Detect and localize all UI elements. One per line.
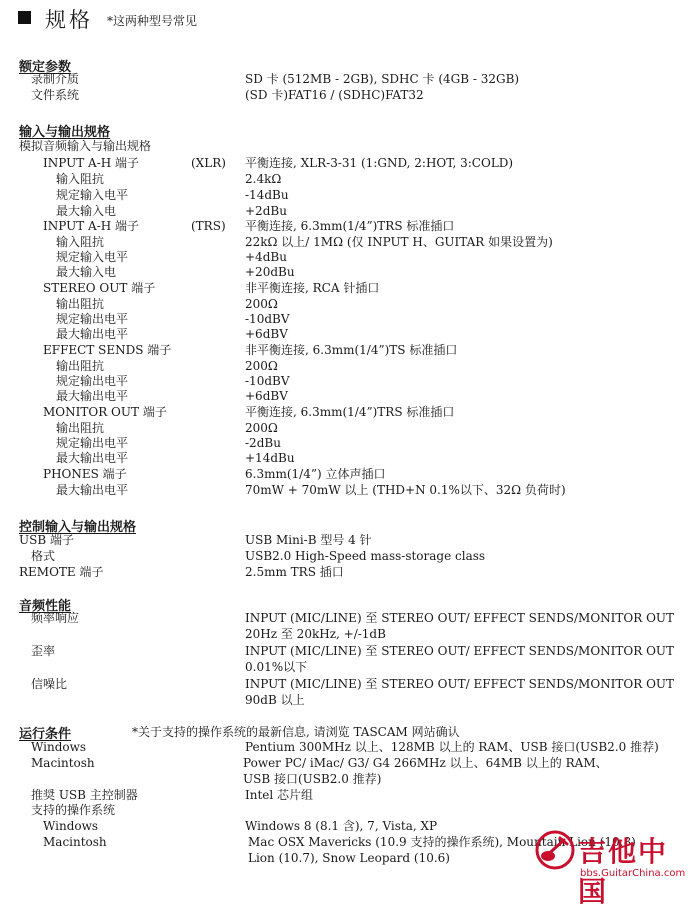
spec-label: 规定输入电平: [56, 250, 129, 264]
section-heading-audio: 音频性能: [19, 599, 72, 614]
spec-row: [0, 326, 690, 342]
spec-value: USB2.0 High-Speed mass-storage class: [245, 549, 486, 563]
spec-value: 200Ω: [245, 297, 278, 311]
spec-value: +20dBu: [245, 265, 295, 279]
spec-value: 平衡连接, 6.3mm(1/4”)TRS 标准插口: [245, 405, 455, 419]
spec-label: 最大输出电平: [56, 483, 129, 497]
subheading-analog-io: [0, 138, 690, 154]
spec-row: [0, 373, 690, 389]
section-heading-media: 额定参数: [19, 60, 72, 75]
spec-row: [0, 420, 690, 436]
spec-label: 最大输出电平: [56, 389, 129, 403]
spec-label: 规定输入电平: [56, 188, 129, 202]
spec-label: Macintosh: [31, 756, 95, 770]
spec-value: 非平衡连接, 6.3mm(1/4”)TS 标准插口: [245, 343, 458, 357]
spec-label: MONITOR OUT 端子: [43, 405, 167, 419]
spec-row-mac-cont: [0, 771, 690, 787]
spec-label: 输出阻抗: [56, 297, 105, 311]
spec-row: [0, 249, 690, 265]
spec-value: +2dBu: [245, 204, 287, 218]
section-heading-system: 运行条件: [19, 727, 72, 742]
spec-value: USB Mini-B 型号 4 针: [245, 533, 372, 547]
spec-row: [0, 171, 690, 187]
spec-value: 20Hz 至 20kHz, +/-1dB: [245, 627, 386, 641]
spec-value: SD 卡 (512MB - 2GB), SDHC 卡 (4GB - 32GB): [245, 72, 520, 86]
guitar-logo-icon: [534, 830, 576, 870]
spec-row: [0, 450, 690, 466]
spec-label: 信噪比: [31, 677, 68, 691]
system-note: *关于支持的操作系统的最新信息, 请浏览 TASCAM 网站确认: [132, 725, 460, 739]
spec-label: Windows: [43, 819, 99, 833]
spec-row-monitor-out: [0, 404, 690, 420]
page-title: 规格: [45, 8, 93, 32]
spec-row-windows: [0, 739, 690, 755]
spec-row-remote: [0, 564, 690, 580]
spec-label: 最大输出电平: [56, 451, 129, 465]
spec-label: 文件系统: [31, 88, 80, 102]
spec-row: [0, 203, 690, 219]
spec-label: 输入阻抗: [56, 172, 105, 186]
spec-value: 6.3mm(1/4”) 立体声插口: [245, 467, 386, 481]
spec-row-usb-controller: [0, 787, 690, 803]
spec-value: Power PC/ iMac/ G3/ G4 266MHz 以上、64MB 以上的 RAM、: [243, 756, 608, 770]
spec-row-usb: [0, 532, 690, 548]
spec-value: Intel 芯片组: [245, 788, 314, 802]
spec-row-frequency-cont: [0, 626, 690, 642]
spec-value: +4dBu: [245, 250, 287, 264]
spec-row-format: [0, 548, 690, 564]
spec-row-snr: [0, 676, 690, 692]
spec-row-stereo-out: [0, 280, 690, 296]
spec-value: Mac OSX Mavericks (10.9 支持的操作系统), Mountain Lion (10.8): [248, 835, 636, 849]
spec-value: 平衡连接, 6.3mm(1/4”)TRS 标准插口: [245, 219, 455, 233]
spec-label: STEREO OUT 端子: [43, 281, 156, 295]
spec-value: 2.4kΩ: [245, 172, 282, 186]
square-bullet-icon: [18, 11, 31, 24]
spec-value: USB 接口(USB2.0 推荐): [243, 772, 382, 786]
spec-value: +14dBu: [245, 451, 295, 465]
spec-label: INPUT A-H 端子: [43, 219, 140, 233]
spec-value: -10dBV: [245, 312, 290, 326]
spec-label: INPUT A-H 端子: [43, 156, 140, 170]
spec-value: INPUT (MIC/LINE) 至 STEREO OUT/ EFFECT SENDS/MONITOR OUT: [245, 611, 675, 625]
spec-value: -2dBu: [245, 436, 281, 450]
spec-label: 输出阻抗: [56, 359, 105, 373]
spec-label: 规定输出电平: [56, 436, 129, 450]
watermark-text: 吉他中国: [578, 835, 669, 908]
spec-label: PHONES 端子: [43, 467, 127, 481]
spec-row: [0, 358, 690, 374]
spec-label: USB 端子: [19, 533, 74, 547]
spec-value: 200Ω: [245, 359, 278, 373]
spec-label: 输入阻抗: [56, 235, 105, 249]
spec-row: [0, 187, 690, 203]
section-heading-control: 控制输入与输出规格: [19, 520, 137, 535]
spec-label: 格式: [31, 549, 56, 563]
spec-value: INPUT (MIC/LINE) 至 STEREO OUT/ EFFECT SENDS/MONITOR OUT: [245, 677, 675, 691]
spec-value: 2.5mm TRS 插口: [245, 565, 344, 579]
spec-row-input-xlr: [0, 155, 690, 171]
spec-value: +6dBV: [245, 327, 288, 341]
spec-row-file-system: [0, 87, 690, 103]
spec-value: -14dBu: [245, 188, 289, 202]
spec-row: [0, 435, 690, 451]
spec-row: [0, 311, 690, 327]
spec-row: [0, 264, 690, 280]
spec-row: [0, 234, 690, 250]
spec-label: 输出阻抗: [56, 421, 105, 435]
spec-row-frequency: [0, 610, 690, 626]
spec-value: 70mW + 70mW 以上 (THD+N 0.1%以下、32Ω 负荷时): [245, 483, 566, 497]
watermark-url: bbs.GuitarChina.com: [580, 868, 686, 879]
spec-label: 录制介质: [31, 72, 80, 86]
spec-row-snr-cont: [0, 692, 690, 708]
spec-subheading: 模拟音频输入与输出规格: [19, 139, 152, 153]
spec-row-effect-sends: [0, 342, 690, 358]
spec-value: 0.01%以下: [245, 660, 308, 674]
spec-value: Windows 8 (8.1 含), 7, Vista, XP: [245, 819, 438, 833]
spec-value: INPUT (MIC/LINE) 至 STEREO OUT/ EFFECT SENDS/MONITOR OUT: [245, 644, 675, 658]
spec-row: [0, 482, 690, 498]
spec-value: -10dBV: [245, 374, 290, 388]
spec-label: 歪率: [31, 644, 56, 658]
spec-row-recording-media: [0, 71, 690, 87]
section-heading-io: 输入与输出规格: [19, 125, 111, 140]
spec-row: [0, 388, 690, 404]
spec-row-distortion: [0, 643, 690, 659]
title-note: *这两种型号常见: [107, 14, 198, 28]
spec-label: EFFECT SENDS 端子: [43, 343, 172, 357]
spec-label: 最大输入电: [56, 204, 117, 218]
spec-tag: (XLR): [191, 156, 226, 170]
spec-row-os-heading: [0, 802, 690, 818]
spec-label: Windows: [31, 740, 87, 754]
spec-label: 频率响应: [31, 611, 80, 625]
page-title-row: [18, 4, 197, 34]
spec-value: 非平衡连接, RCA 针插口: [245, 281, 380, 295]
spec-row-input-trs: [0, 218, 690, 234]
spec-value: +6dBV: [245, 389, 288, 403]
spec-value: (SD 卡)FAT16 / (SDHC)FAT32: [245, 88, 424, 102]
spec-value: 90dB 以上: [245, 693, 305, 707]
spec-label: 规定输出电平: [56, 374, 129, 388]
spec-value: Pentium 300MHz 以上、128MB 以上的 RAM、USB 接口(USB2.0 推荐): [245, 740, 659, 754]
spec-label: 最大输入电: [56, 265, 117, 279]
spec-value: Lion (10.7), Snow Leopard (10.6): [248, 851, 450, 865]
spec-row: [0, 296, 690, 312]
spec-value: 22kΩ 以上/ 1MΩ (仅 INPUT H、GUITAR 如果设置为): [245, 235, 553, 249]
spec-row-distortion-cont: [0, 659, 690, 675]
spec-label: 规定输出电平: [56, 312, 129, 326]
spec-row-phones: [0, 466, 690, 482]
spec-value: 平衡连接, XLR-3-31 (1:GND, 2:HOT, 3:COLD): [245, 156, 514, 170]
spec-label: Macintosh: [43, 835, 107, 849]
spec-label: 支持的操作系统: [31, 803, 116, 817]
spec-tag: (TRS): [191, 219, 226, 233]
spec-row-mac: [0, 755, 690, 771]
spec-label: 最大输出电平: [56, 327, 129, 341]
spec-value: 200Ω: [245, 421, 278, 435]
watermark: [534, 828, 686, 908]
spec-label: REMOTE 端子: [19, 565, 104, 579]
spec-label: 推奨 USB 主控制器: [31, 788, 138, 802]
